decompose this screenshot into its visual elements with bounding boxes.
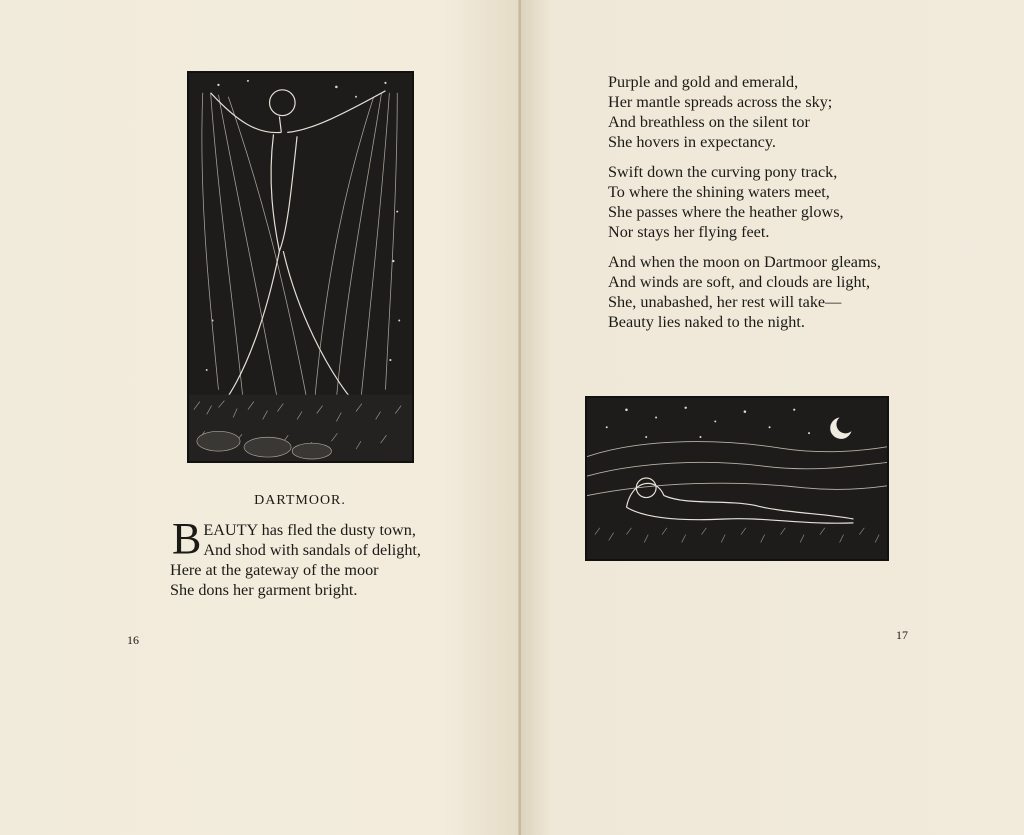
poem-line: Her mantle spreads across the sky; xyxy=(608,93,833,111)
poem-line: She passes where the heather glows, xyxy=(608,203,844,221)
drop-cap: B xyxy=(172,514,202,563)
poem-line: Beauty lies naked to the night. xyxy=(608,313,805,331)
page-number-right: 17 xyxy=(896,628,908,642)
poem-line: Swift down the curving pony track, xyxy=(608,163,838,181)
right-page xyxy=(521,0,1024,835)
stanza xyxy=(608,72,881,152)
poem-line: She dons her garment bright. xyxy=(170,581,358,599)
stanza xyxy=(608,252,881,332)
woodcut-reclining-figure xyxy=(585,396,889,561)
poem-line: To where the shining waters meet, xyxy=(608,183,830,201)
poem-line: And breathless on the silent tor xyxy=(608,113,810,131)
poem-line: And shod with sandals of delight, xyxy=(203,541,421,559)
poem-line: Here at the gateway of the moor xyxy=(170,561,379,579)
poem-line: And winds are soft, and clouds are light, xyxy=(608,273,871,291)
poem-line: She hovers in expectancy. xyxy=(608,133,776,151)
first-line-text: EAUTY has fled the dusty town, xyxy=(203,521,416,539)
stanza xyxy=(608,162,881,242)
poem-line: Nor stays her flying feet. xyxy=(608,223,770,241)
poem-line: She, unabashed, her rest will take— xyxy=(608,293,842,311)
poem-opening-stanza xyxy=(170,514,421,600)
poem-continuation xyxy=(608,72,881,342)
poem-line: And when the moon on Dartmoor gleams, xyxy=(608,253,881,271)
poem-title: DARTMOOR. xyxy=(254,493,346,508)
poem-line: Purple and gold and emerald, xyxy=(608,73,799,91)
woodcut-standing-figure xyxy=(187,71,414,463)
page-number-left: 16 xyxy=(127,633,139,647)
